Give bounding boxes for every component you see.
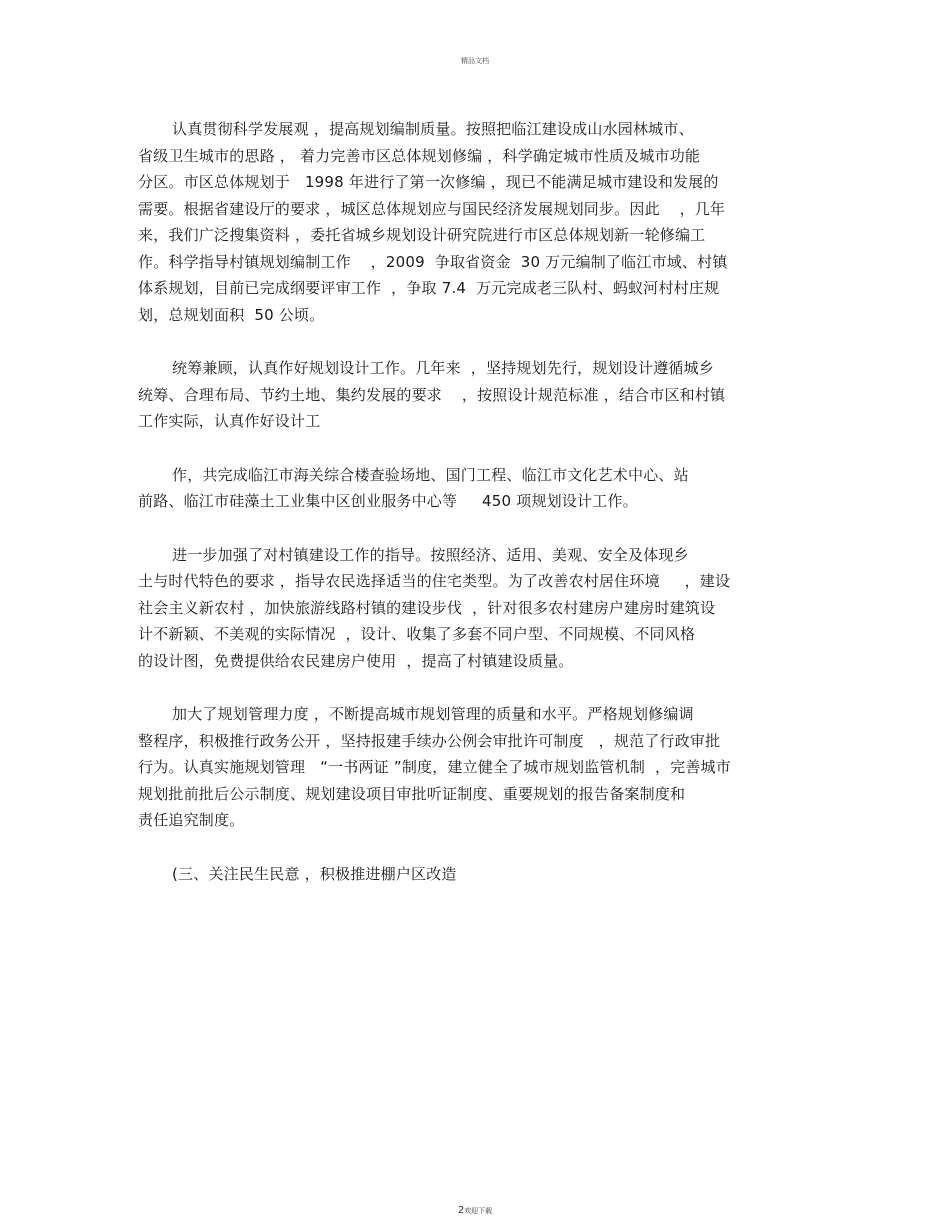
paragraph (138, 701, 818, 834)
page-number: 2 (457, 1205, 465, 1216)
paragraph-line: 需要。根据省建设厅的要求 ，城区总体规划应与国民经济发展规划同步。因此 ，几年 (138, 199, 726, 218)
paragraph-line: 作。科学指导村镇规划编制工作 ，2009 争取省资金 30 万元编制了临江市域、村镇 (138, 252, 728, 271)
paragraph-line: 划，总规划面积 50 公顷。 (138, 305, 325, 324)
paragraph-line: 行为。认真实施规划管理 “一书两证 ”制度，建立健全了城市规划监管机制 ，完善城市 (138, 758, 731, 776)
paragraph (138, 462, 818, 515)
paragraph (138, 542, 818, 675)
paragraph-line: 前路、临江市硅藻土工业集中区创业服务中心等 450 项规划设计工作。 (138, 492, 638, 510)
paragraph-line: 计不新颖、不美观的实际情况 ，设计、收集了多套不同户型、不同规模、不同风格 (138, 625, 696, 643)
page-footer (0, 1198, 950, 1217)
paragraph-line: 的设计图，免费提供给农民建房户使用 ，提高了村镇建设质量。 (138, 651, 574, 670)
paragraph-line: 统筹兼顾，认真作好规划设计工作。几年来 ，坚持规划先行，规划设计遵循城乡 (172, 359, 714, 377)
paragraph-line: (三、关注民生民意 ，积极推进棚户区改造 (172, 864, 457, 883)
paragraph (138, 116, 818, 328)
paragraph-line: 分区。市区总体规划于 1998 年进行了第一次修编 ，现已不能满足城市建设和发展的 (138, 173, 719, 191)
paragraph-line: 统筹、合理布局、节约土地、集约发展的要求 ，按照设计规范标准 ，结合市区和村镇 (138, 385, 726, 404)
paragraph (138, 355, 818, 435)
paragraph (138, 861, 818, 888)
paragraph-line: 加大了规划管理力度 ，不断提高城市规划管理的质量和水平。严格规划修编调 (172, 705, 694, 723)
paragraph-line: 体系规划，目前已完成纲要评审工作 ，争取 7.4 万元完成老三队村、蚂蚁河村村庄规 (138, 279, 720, 297)
paragraph-line: 来，我们广泛搜集资料 ，委托省城乡规划设计研究院进行市区总体规划新一轮修编工 (138, 226, 706, 244)
paragraph-line: 认真贯彻科学发展观 ，提高规划编制质量。按照把临江建设成山水园林城市、 (172, 120, 694, 138)
footer-text: 欢迎下载 (464, 1207, 493, 1215)
paragraph-line: 社会主义新农村 ，加快旅游线路村镇的建设步伐 ，针对很多农村建房户建房时建筑设 (138, 598, 716, 617)
paragraph-line: 土与时代特色的要求 ，指导农民选择适当的住宅类型。为了改善农村居住环境 ，建设 (138, 572, 731, 590)
page-header: 精品文档 (461, 57, 489, 65)
document-body (138, 116, 818, 914)
paragraph-line: 工作实际，认真作好设计工 (138, 412, 321, 430)
paragraph-line: 责任追究制度。 (138, 811, 245, 829)
paragraph-line: 作，共完成临江市海关综合楼查验场地、国门工程、临江市文化艺术中心、站 (172, 465, 689, 484)
paragraph-line: 整程序，积极推行政务公开 ，坚持报建手续办公例会审批许可制度 ，规范了行政审批 (138, 731, 721, 750)
paragraph-line: 规划批前批后公示制度、规划建设项目审批听证制度、重要规划的报告备案制度和 (138, 784, 686, 803)
paragraph-line: 省级卫生城市的思路 ， 着力完善市区总体规划修编 ，科学确定城市性质及城市功能 (138, 146, 701, 165)
paragraph-line: 进一步加强了对村镇建设工作的指导。按照经济、适用、美观、安全及体现乡 (172, 545, 689, 564)
